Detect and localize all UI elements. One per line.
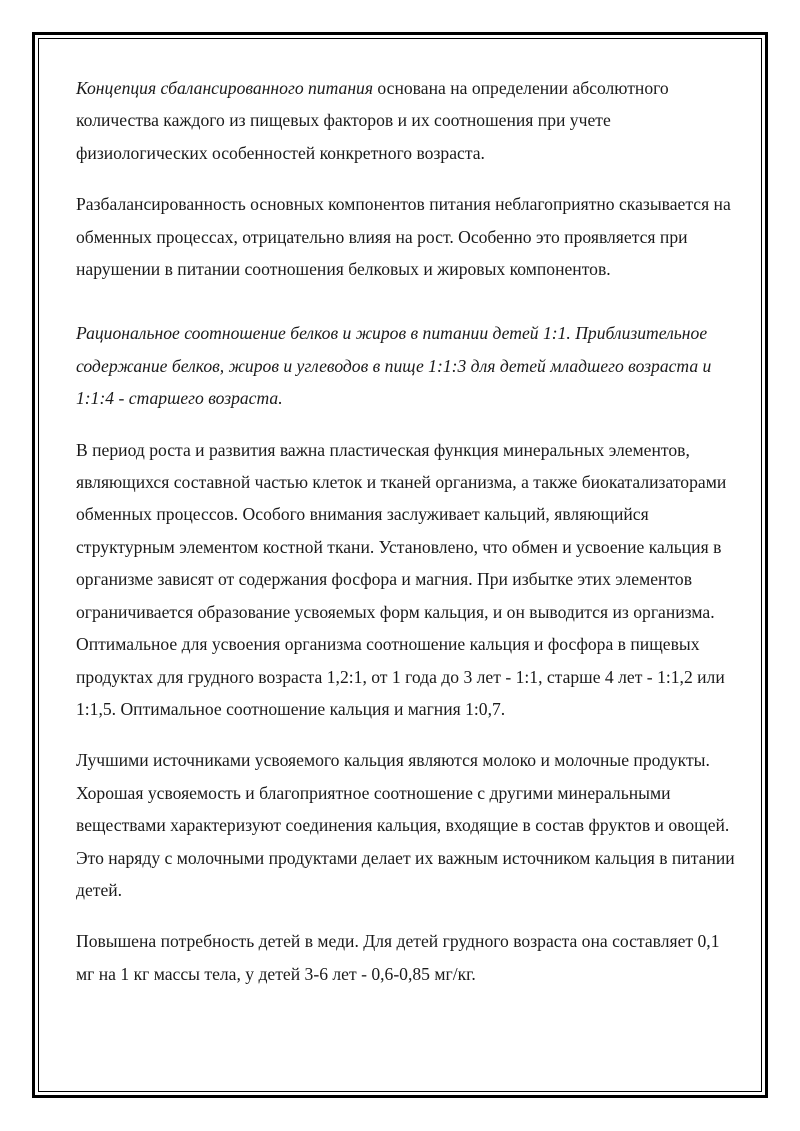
paragraph-minerals: В период роста и развития важна пластическая функция минеральных элементов, являющихся составной частью клеток и тканей организма, а также биокатализаторами обменных процессов. Особого внимания заслуживает кальций, являющийся структурным элементом костной ткани. Установлено, что обмен и усвоение кальция в организме зависят от содержания фосфора и магния. При избытке этих элементов ограничивается образование усвояемых форм кальция, и он выводится из организма. Оптимальное для усвоения организма соотношение кальция и фосфора в пищевых продуктах для грудного возраста 1,2:1, от 1 года до 3 лет - 1:1, старше 4 лет - 1:1,2 или 1:1,5. Оптимальное соотношение кальция и магния 1:0,7. [76,439,727,719]
paragraph-imbalance: Разбалансированность основных компонентов питания неблагоприятно сказывается на обменных процессах, отрицательно влияя на рост. Особенно это проявляется при нарушении в питании соотношения белковых и жировых компонентов. [76,194,731,280]
paragraph-calcium-sources: Лучшими источниками усвояемого кальция являются молоко и молочные продукты. Хорошая усвояемость и благоприятное соотношение с другими минеральными веществами характеризуют соединения кальция, входящие в состав фруктов и овощей. Это наряду с молочными продуктами делает их важным источником кальция в питании детей. [76,750,735,900]
paragraph-ratio-highlight: Рациональное соотношение белков и жиров в питании детей 1:1. Приблизительное содержание белков, жиров и углеводов в пище 1:1:3 для детей младшего возраста и 1:1:4 - старшего возраста. [76,323,712,409]
paragraph-copper: Повышена потребность детей в меди. Для детей грудного возраста она составляет 0,1 мг на 1 кг массы тела, у детей 3-6 лет - 0,6-0,85 мг/кг. [76,931,720,984]
italic-term: Концепция сбалансированного питания [76,78,374,98]
paragraph-text: основана на определении абсолютного количества каждого из пищевых факторов и их соотношения при учете физиологических особенностей конкретного возраста. [76,78,669,163]
document-body [76,72,736,1009]
paragraph-balanced-nutrition [76,72,736,169]
